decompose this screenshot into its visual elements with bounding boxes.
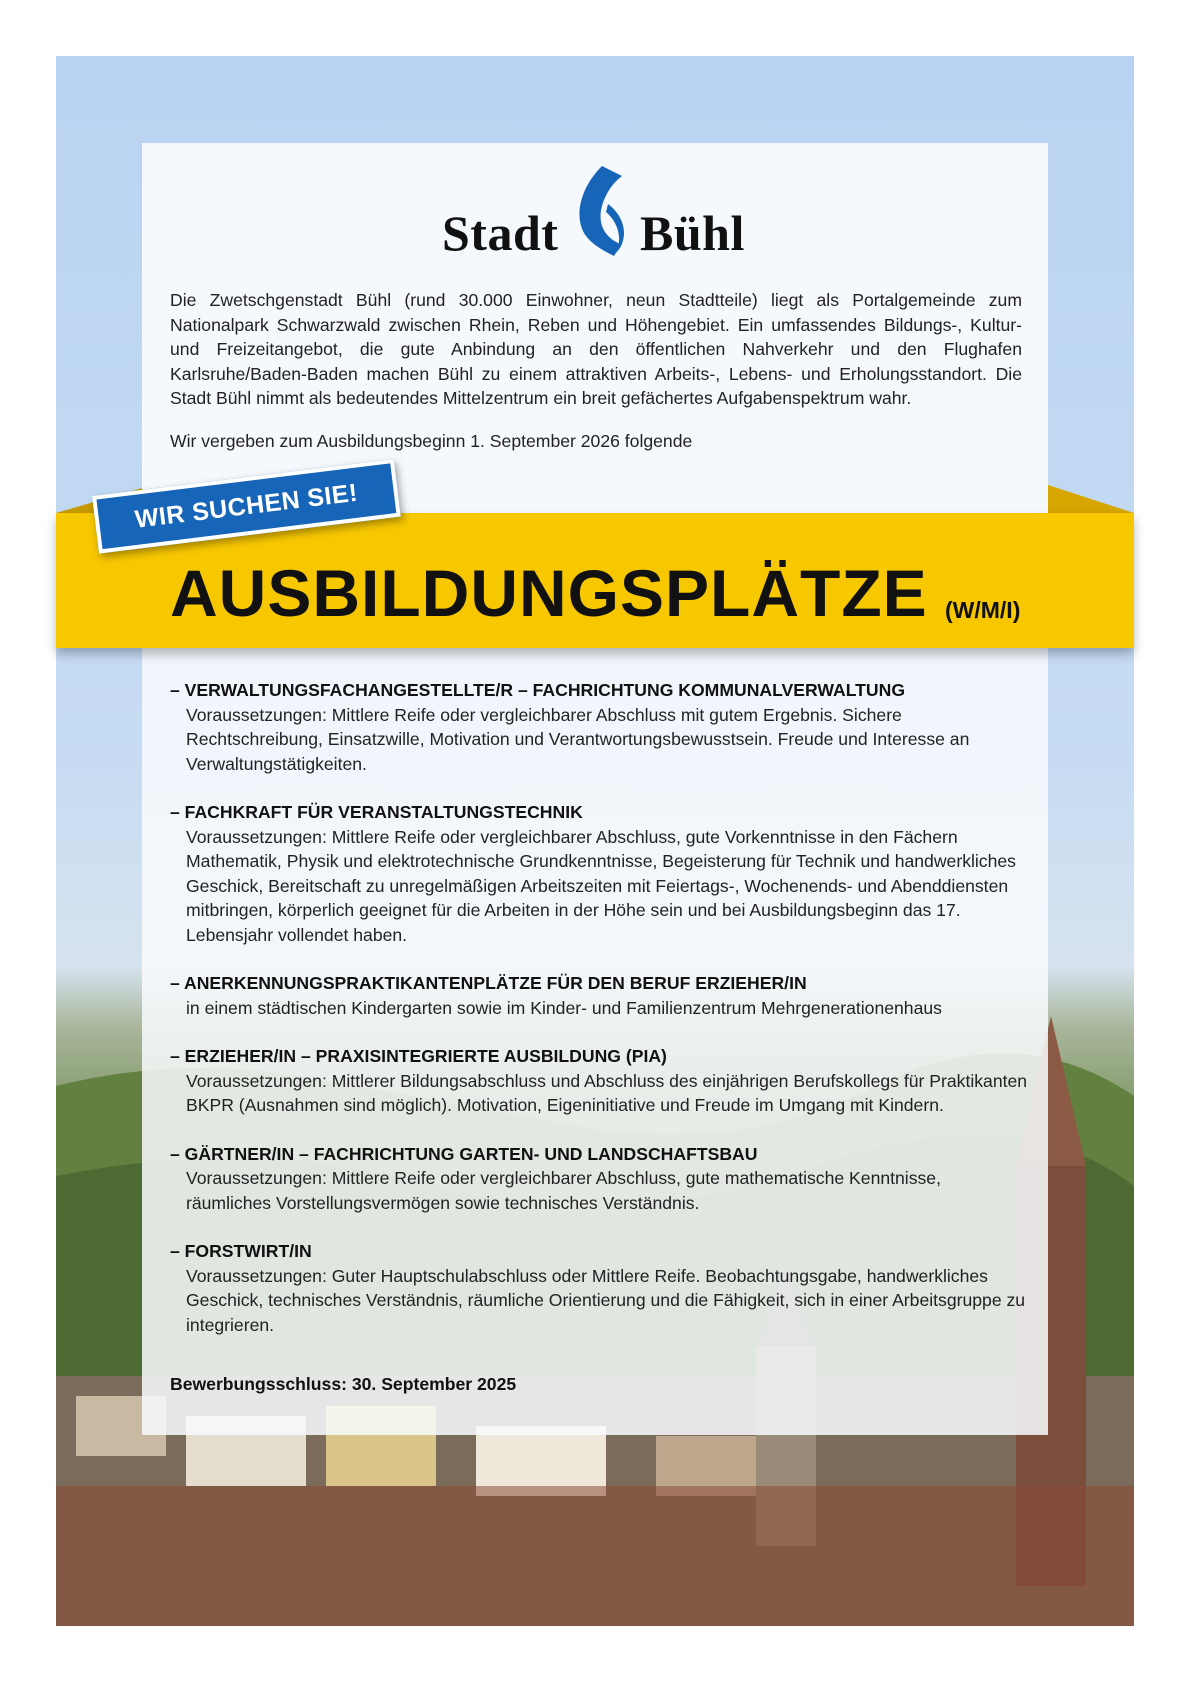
logo-text-left: Stadt [442,205,559,261]
job-list [170,678,1028,1361]
headline-title: AUSBILDUNGSPLÄTZE [170,556,928,630]
job-title: – FACHKRAFT FÜR VERANSTALTUNGSTECHNIK [170,802,583,822]
job-title: – FORSTWIRT/IN [170,1241,312,1261]
logo-text-right: Bühl [640,205,745,261]
application-deadline: Bewerbungsschluss: 30. September 2025 [170,1374,517,1394]
job-title: – ANERKENNUNGSPRAKTIKANTENPLÄTZE FÜR DEN BERUF ERZIEHER/IN [170,973,807,993]
job-description: Voraussetzungen: Mittlere Reife oder vergleichbarer Abschluss, gute mathematische Kenntnisse, räumliches Vorstellungsvermögen sowie technisches Verständnis. [186,1168,941,1213]
job-description: in einem städtischen Kindergarten sowie im Kinder- und Familienzentrum Mehrgenerationenhaus [186,997,942,1018]
job-description: Voraussetzungen: Mittlere Reife oder vergleichbarer Abschluss, gute Vorkenntnisse in den Fächern Mathematik, Physik und elektrotechnische Grundkenntnisse, Begeisterung für Technik und handwerkliches Geschick, Bereitschaft zu unregelmäßigen Arbeitszeiten mit Feiertags-, Wochenends- und Abenddiensten mitbringen, körperlich geeignet für die Arbeiten in der Höhe sein und bei Ausbildungsbeginn das 17. Lebensjahr vollendet haben. [186,826,1016,945]
job-description: Voraussetzungen: Guter Hauptschulabschluss oder Mittlere Reife. Beobachtungsgabe, handwerkliches Geschick, technisches Verständnis, räumliche Orientierung und die Fähigkeit, sich in einer Arbeitsgruppe zu integrieren. [186,1265,1026,1335]
job-description: Voraussetzungen: Mittlerer Bildungsabschluss und Abschluss des einjährigen Berufskollegs für Praktikanten BKPR (Ausnahmen sind möglich). Motivation, Eigeninitiative und Freude im Umgang mit Kindern. [186,1070,1028,1115]
stadt-buehl-logo [442,160,762,260]
headline-suffix: (W/M/I) [945,597,1021,623]
job-title: – VERWALTUNGSFACHANGESTELLTE/R – FACHRICHTUNG KOMMUNALVERWALTUNG [170,680,906,700]
job-item [170,1142,1028,1216]
intro-lead: Wir vergeben zum Ausbildungsbeginn 1. September 2026 folgende [170,431,693,451]
job-title: – GÄRTNER/IN – FACHRICHTUNG GARTEN- UND LANDSCHAFTSBAU [170,1143,758,1164]
job-item [170,1044,1028,1118]
intro-paragraph: Die Zwetschgenstadt Bühl (rund 30.000 Einwohner, neun Stadtteile) liegt als Portalgemeinde zum Nationalpark Schwarzwald zwischen Rhein, Reben und Höhengebiet. Ein umfassendes Bildungs-, Kultur- und Freizeitangebot, die gute Anbindung an den öffentlichen Nahverkehr und den Flughafen Karlsruhe/Baden-Baden machen Bühl zu einem attraktiven Arbeits-, Lebens- und Erholungsstandort. Die Stadt Bühl nimmt als bedeutendes Mittelzentrum ein breit gefächertes Aufgabenspektrum wahr. [170,290,1022,408]
job-item [170,678,1028,776]
logo-mark-icon [568,164,636,260]
job-item [170,971,1028,1020]
job-title: – ERZIEHER/IN – PRAXISINTEGRIERTE AUSBILDUNG (PIA) [170,1046,667,1066]
job-item [170,800,1028,947]
job-item [170,1239,1028,1337]
job-description: Voraussetzungen: Mittlere Reife oder vergleichbarer Abschluss mit gutem Ergebnis. Sichere Rechtschreibung, Einsatzwille, Motivation und Verantwortungsbewusstsein. Freude und Interesse an Verwaltungstätigkeiten. [186,704,970,774]
band-fold-right [1048,485,1134,513]
wir-suchen-sie-stamp: WIR SUCHEN SIE! [92,459,401,554]
